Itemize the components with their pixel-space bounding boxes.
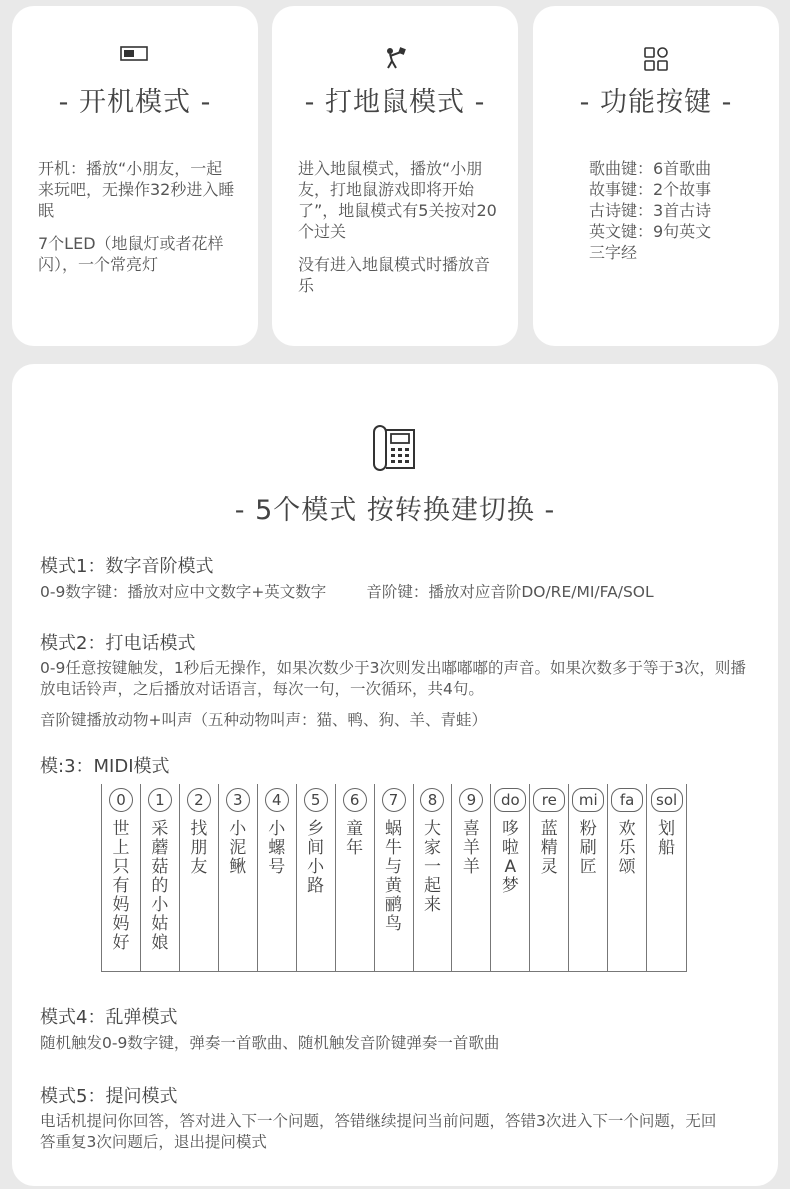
key-number-badge: mi bbox=[572, 788, 604, 812]
midi-key-column bbox=[375, 784, 414, 971]
song-name: 找朋友 bbox=[190, 819, 208, 877]
mode4-heading: 模式4：乱弹模式 bbox=[40, 1007, 178, 1028]
key-number-badge: 6 bbox=[343, 788, 367, 812]
whack-a-mole-mode-card bbox=[272, 6, 518, 346]
midi-key-column bbox=[491, 784, 530, 971]
mode5-text: 电话机提问你回答，答对进入下一个问题，答错继续提问当前问题，答错3次进入下一个问题，无回答重复3次问题后，退出提问模式 bbox=[40, 1112, 717, 1151]
mode3-heading: 模:3：MIDI模式 bbox=[40, 756, 170, 777]
key-number-badge: 3 bbox=[226, 788, 250, 812]
card-title: - 开机模式 - bbox=[58, 87, 212, 118]
list-item: 故事键：2个故事 bbox=[589, 180, 712, 199]
card-description bbox=[298, 158, 498, 308]
list-item: 歌曲键：6首歌曲 bbox=[589, 159, 712, 178]
key-number-badge: 9 bbox=[459, 788, 483, 812]
song-name: 童年 bbox=[346, 819, 364, 858]
midi-key-column bbox=[141, 784, 180, 971]
midi-key-column bbox=[336, 784, 375, 971]
song-name: 划船 bbox=[658, 819, 676, 858]
midi-key-column bbox=[452, 784, 491, 971]
page-title: - 5个模式 按转换建切换 - bbox=[234, 495, 556, 526]
key-number-badge: 8 bbox=[420, 788, 444, 812]
midi-key-column bbox=[569, 784, 608, 971]
function-key-list bbox=[589, 158, 759, 263]
key-number-badge: 1 bbox=[148, 788, 172, 812]
list-item: 英文键：9句英文 bbox=[589, 222, 712, 241]
power-on-mode-card bbox=[12, 6, 258, 346]
midi-key-column bbox=[219, 784, 258, 971]
card-paragraph: 进入地鼠模式，播放“小朋友，打地鼠游戏即将开始了”，地鼠模式有5关按对20个过关 bbox=[298, 159, 497, 241]
song-name: 小螺号 bbox=[268, 819, 286, 877]
song-name: 大家一起来 bbox=[423, 819, 441, 915]
midi-song-table bbox=[101, 784, 687, 972]
mode1-digit-keys: 0-9数字键：播放对应中文数字+英文数字 bbox=[40, 583, 327, 601]
card-paragraph: 没有进入地鼠模式时播放音乐 bbox=[298, 255, 491, 295]
card-description bbox=[38, 158, 238, 287]
song-name: 喜羊羊 bbox=[462, 819, 480, 877]
key-number-badge: do bbox=[494, 788, 526, 812]
key-number-badge: 2 bbox=[187, 788, 211, 812]
key-number-badge: 7 bbox=[382, 788, 406, 812]
card-title: - 打地鼠模式 - bbox=[304, 87, 486, 118]
song-name: 采蘑菇的小姑娘 bbox=[151, 819, 169, 953]
key-number-badge: fa bbox=[611, 788, 643, 812]
midi-key-column bbox=[414, 784, 453, 971]
slider-box-icon bbox=[12, 46, 258, 76]
song-name: 乡间小路 bbox=[307, 819, 325, 896]
list-item: 古诗键：3首古诗 bbox=[589, 201, 712, 220]
mode1-scale-keys: 音阶键：播放对应音阶DO/RE/MI/FA/SOL bbox=[366, 583, 654, 601]
key-number-badge: 4 bbox=[265, 788, 289, 812]
midi-key-column bbox=[180, 784, 219, 971]
song-name: 哆啦A梦 bbox=[501, 819, 519, 896]
telephone-icon bbox=[12, 424, 778, 472]
key-number-badge: re bbox=[533, 788, 565, 812]
song-name: 小泥鳅 bbox=[229, 819, 247, 877]
key-number-badge: sol bbox=[651, 788, 683, 812]
mode5-heading: 模式5：提问模式 bbox=[40, 1086, 178, 1107]
midi-key-column bbox=[530, 784, 569, 971]
song-name: 蓝精灵 bbox=[540, 819, 558, 877]
grid-icon bbox=[533, 46, 779, 76]
midi-key-column bbox=[258, 784, 297, 971]
hammer-figure-icon bbox=[272, 46, 518, 76]
list-item: 三字经 bbox=[589, 243, 638, 262]
mode1-heading: 模式1：数字音阶模式 bbox=[40, 556, 214, 577]
key-number-badge: 0 bbox=[109, 788, 133, 812]
mode2-text-animals: 音阶键播放动物+叫声（五种动物叫声：猫、鸭、狗、羊、青蛙） bbox=[40, 711, 487, 729]
five-modes-card bbox=[12, 364, 778, 1186]
midi-key-column bbox=[102, 784, 141, 971]
song-name: 世上只有妈妈好 bbox=[112, 819, 130, 953]
midi-key-column bbox=[647, 784, 686, 971]
midi-key-column bbox=[608, 784, 647, 971]
mode1-text bbox=[40, 582, 754, 603]
mode2-heading: 模式2：打电话模式 bbox=[40, 633, 196, 654]
midi-key-column bbox=[297, 784, 336, 971]
card-paragraph: 开机：播放“小朋友，一起来玩吧，无操作32秒进入睡眠 bbox=[38, 159, 235, 220]
card-title: - 功能按键 - bbox=[579, 87, 733, 118]
function-keys-card bbox=[533, 6, 779, 346]
mode4-text: 随机触发0-9数字键，弹奏一首歌曲、随机触发音阶键弹奏一首歌曲 bbox=[40, 1034, 500, 1052]
song-name: 粉刷匠 bbox=[579, 819, 597, 877]
song-name: 欢乐颂 bbox=[618, 819, 636, 877]
card-paragraph: 7个LED（地鼠灯或者花样闪），一个常亮灯 bbox=[38, 234, 224, 274]
mode2-text: 0-9任意按键触发，1秒后无操作，如果次数少于3次则发出嘟嘟嘟的声音。如果次数多于等于3次，则播放电话铃声，之后播放对话语言，每次一句，一次循环，共4句。 bbox=[40, 659, 746, 698]
key-number-badge: 5 bbox=[304, 788, 328, 812]
song-name: 蜗牛与黄鹂鸟 bbox=[385, 819, 403, 934]
